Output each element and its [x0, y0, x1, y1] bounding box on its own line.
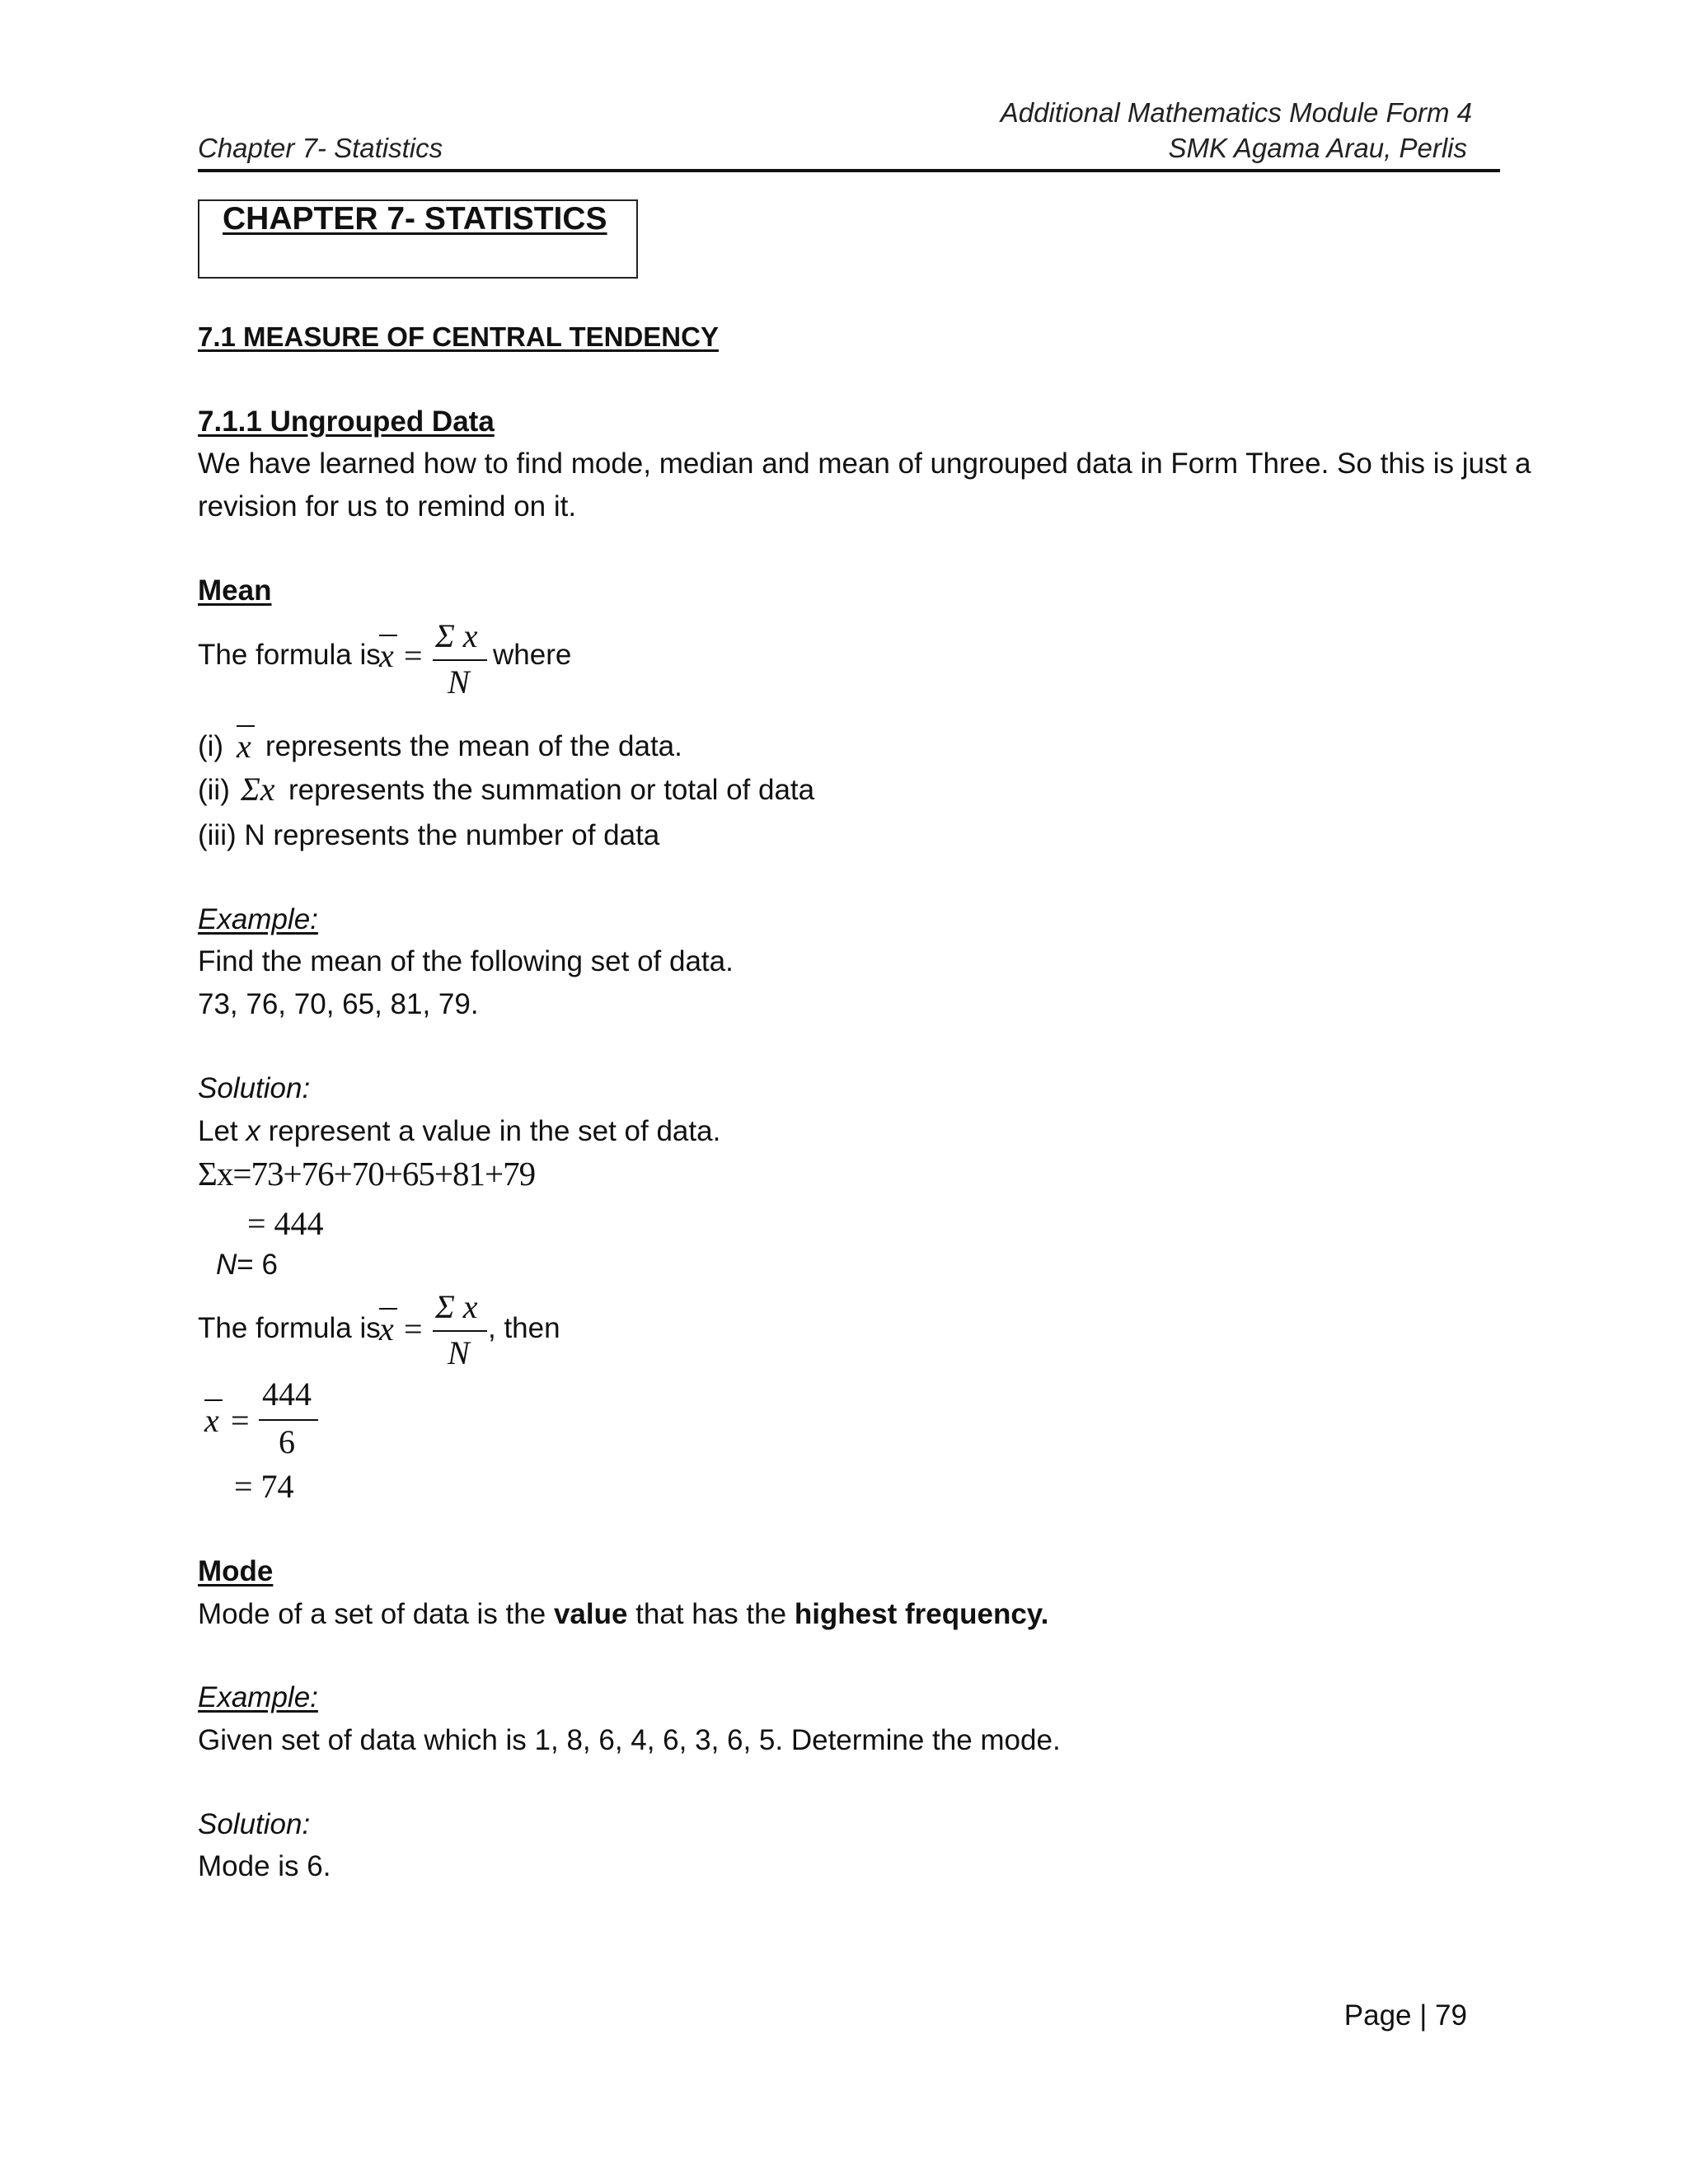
mode-example-line: Given set of data which is 1, 8, 6, 4, 6, 3, 6, 5. Determine the mode.	[198, 1724, 1061, 1756]
subsection-title: 7.1.1 Ungrouped Data	[198, 405, 495, 438]
n-line	[216, 1249, 278, 1282]
item-2-prefix: (ii)	[198, 774, 230, 806]
formula2-equals: =	[404, 1310, 423, 1347]
example-line-1: Find the mean of the following set of data.	[198, 945, 734, 977]
equals-sign: =	[404, 637, 423, 674]
chapter-title: CHAPTER 7- STATISTICS	[223, 201, 607, 237]
item-1-x: x	[237, 728, 251, 765]
intro-line-1: We have learned how to find mode, median and mean of ungrouped data in Form Three. So this is just a	[198, 448, 1531, 480]
sum-result: = 444	[247, 1205, 324, 1242]
calc-denominator: 6	[279, 1423, 295, 1460]
n-line-value: = 6	[237, 1249, 278, 1281]
formula2-suffix: , then	[488, 1312, 560, 1344]
section-title: 7.1 MEASURE OF CENTRAL TENDENCY	[198, 321, 719, 352]
fraction-bar	[433, 659, 487, 661]
school-name: SMK Agama Arau, Perlis	[1168, 133, 1467, 163]
calc-result: = 74	[234, 1468, 294, 1505]
mode-heading: Mode	[198, 1555, 274, 1587]
item-2-sum-x: Σx	[241, 771, 275, 808]
solution-line-1-x: x	[246, 1115, 260, 1147]
n-line-label: N	[216, 1249, 237, 1281]
calc-equals: =	[231, 1402, 250, 1439]
sum-line: Σx=73+76+70+65+81+79	[198, 1155, 536, 1193]
item-1-text: represents the mean of the data.	[265, 730, 682, 762]
item-2-text: represents the summation or total of data	[288, 774, 815, 806]
n-denominator: N	[448, 663, 470, 701]
x-bar-symbol: x	[379, 637, 394, 674]
formula-prefix: The formula is	[198, 639, 381, 671]
calc-x: x	[204, 1402, 219, 1439]
formula2-prefix: The formula is	[198, 1312, 381, 1344]
formula-suffix: where	[493, 639, 572, 671]
solution-line-1-a: Let	[198, 1115, 246, 1147]
item-3: (iii) N represents the number of data	[198, 819, 660, 851]
calc-fraction-bar	[259, 1419, 318, 1421]
item-1-prefix: (i)	[198, 730, 224, 762]
mode-def-b: value	[553, 1598, 628, 1630]
example-label: Example:	[198, 903, 318, 935]
mode-def-a: Mode of a set of data is the	[198, 1598, 554, 1630]
mode-solution-label: Solution:	[198, 1808, 311, 1840]
mode-example-label: Example:	[198, 1681, 318, 1713]
formula2-x: x	[379, 1310, 394, 1347]
solution-line-1-b: represent a value in the set of data.	[260, 1115, 721, 1147]
solution-label: Solution:	[198, 1072, 311, 1104]
mean-heading: Mean	[198, 574, 272, 607]
page-number: Page | 79	[1343, 1999, 1467, 2032]
chapter-label: Chapter 7- Statistics	[198, 133, 443, 163]
formula2-n: N	[448, 1334, 470, 1371]
example-line-2: 73, 76, 70, 65, 81, 79.	[198, 988, 479, 1020]
mode-def-c: that has the	[627, 1598, 795, 1630]
formula2-fraction-bar	[433, 1330, 487, 1332]
mode-definition	[198, 1598, 1048, 1631]
calc-numerator: 444	[262, 1376, 312, 1413]
mode-def-d: highest frequency.	[794, 1598, 1049, 1630]
formula2-sum-x: Σ x	[435, 1288, 478, 1325]
header-rule	[198, 169, 1500, 172]
mode-solution-line: Mode is 6.	[198, 1850, 331, 1882]
sum-x-numerator: Σ x	[435, 617, 478, 654]
module-title: Additional Mathematics Module Form 4	[1000, 97, 1472, 128]
intro-line-2: revision for us to remind on it.	[198, 490, 577, 523]
solution-line-1	[198, 1115, 720, 1148]
